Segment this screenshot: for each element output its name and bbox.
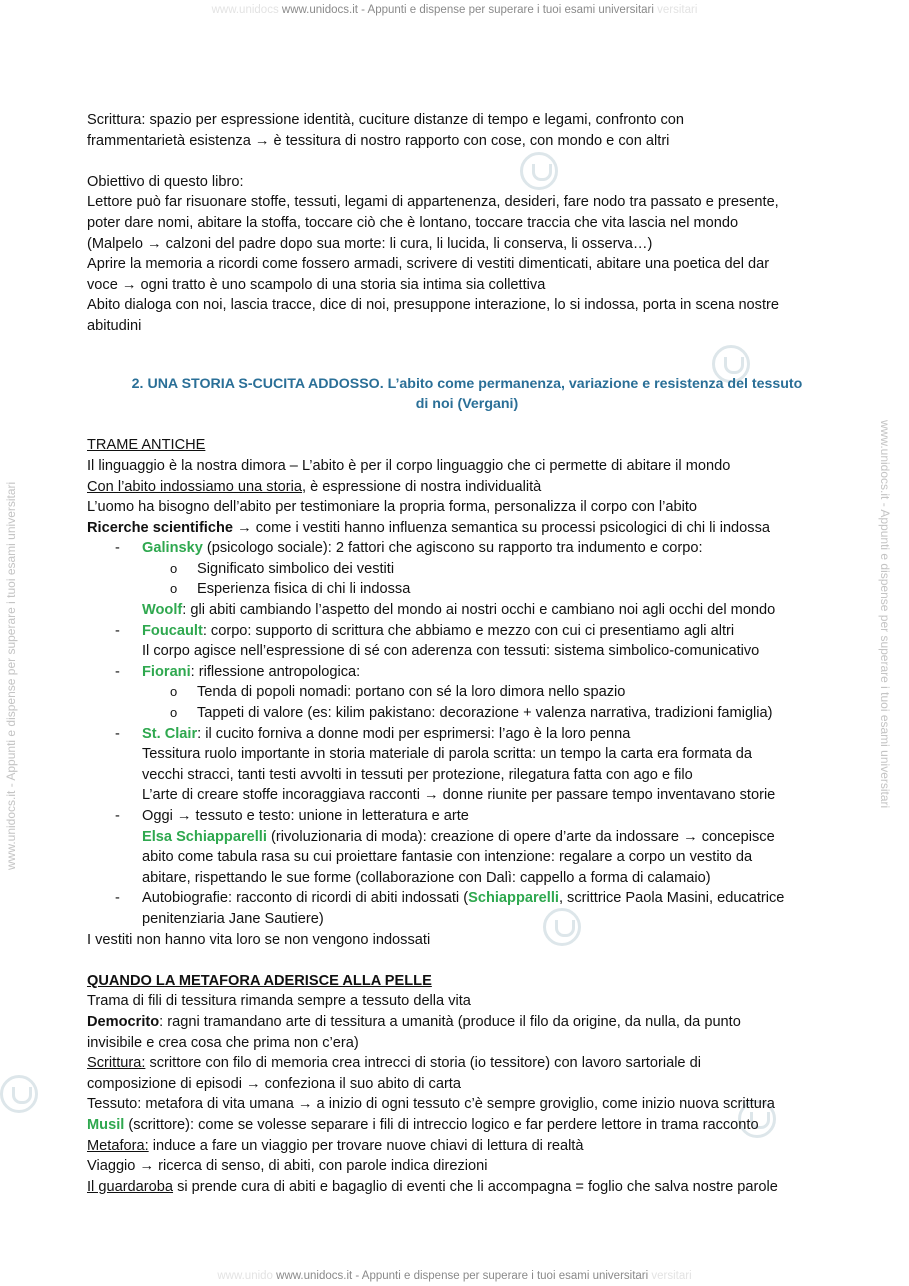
intro-line: Aprire la memoria a ricordi come fossero armadi, scrivere di vestiti dimenticati, abitare una poetica del dar xyxy=(87,256,770,273)
text-line: I vestiti non hanno vita loro se non vengono indossati xyxy=(87,931,431,948)
footer-watermark-left: www.unido xyxy=(217,1270,273,1282)
text-fragment: Autobiografie: racconto di ricordi di abiti indossati ( xyxy=(142,890,469,907)
header-banner xyxy=(0,4,909,16)
underlined-text: Metafora: xyxy=(87,1137,149,1154)
author-name: Galinsky xyxy=(142,540,203,557)
list-item xyxy=(87,724,827,745)
list-continuation xyxy=(87,827,827,848)
text-fragment: → come i vestiti hanno influenza semantica su processi psicologici di chi li indossa xyxy=(233,519,770,536)
text-line xyxy=(87,1177,827,1198)
intro-line: frammentarietà esistenza → è tessitura di nostro rapporto con cose, con mondo e con altri xyxy=(87,132,670,149)
underlined-text: Il guardaroba xyxy=(87,1178,174,1195)
dash-marker: - xyxy=(115,808,120,824)
author-name: Elsa Schiapparelli xyxy=(142,828,267,845)
text-line: Tessuto: metafora di vita umana → a inizio di ogni tessuto c’è sempre groviglio, come inizio nuova scrittura xyxy=(87,1096,775,1113)
list-continuation: L’arte di creare stoffe incoraggiava racconti → donne riunite per passare tempo inventavano storie xyxy=(142,787,776,804)
text-line xyxy=(87,1115,827,1136)
author-name: Musil xyxy=(87,1116,125,1133)
bold-text: Democrito xyxy=(87,1013,160,1030)
list-item xyxy=(87,621,827,642)
text-fragment: induce a fare un viaggio per trovare nuove chiavi di lettura di realtà xyxy=(148,1137,584,1154)
text-fragment: (scrittore): come se volesse separare i fili di intreccio logico e far perdere lettore in trama racconto xyxy=(124,1116,759,1133)
intro-line: abitudini xyxy=(87,317,142,334)
underlined-text: Con l’abito indossiamo una storia xyxy=(87,478,302,495)
dash-marker: - xyxy=(115,663,120,680)
text-fragment: scrittore con filo di memoria crea intrecci di storia (io tessitore) con lavoro sartoriale di xyxy=(145,1055,701,1072)
list-continuation: abitare, rispettando le sue forme (collaborazione con Dalì: cappello a forma di calamaio) xyxy=(142,869,711,886)
list-item xyxy=(87,806,827,827)
author-name: Schiapparelli xyxy=(468,890,559,907)
text-line: Trama di fili di tessitura rimanda sempre a tessuto della vita xyxy=(87,993,471,1010)
text-line: Viaggio → ricerca di senso, di abiti, con parole indica direzioni xyxy=(87,1158,488,1175)
text-fragment: Tenda di popoli nomadi: portano con sé la loro dimora nello spazio xyxy=(197,684,626,701)
sub-list-item xyxy=(87,559,827,580)
text-fragment: : corpo: supporto di scrittura che abbiamo e mezzo con cui ci presentiamo agli altri xyxy=(202,622,735,639)
text-line xyxy=(87,1136,827,1157)
text-fragment: : il cucito forniva a donne modi per esprimersi: l’ago è la loro penna xyxy=(197,725,631,742)
side-watermark-left: www.unidocs.it - Appunti e dispense per superare i tuoi esami universitari xyxy=(4,481,18,870)
author-name: Foucault xyxy=(142,622,203,639)
intro-line: voce → ogni tratto è uno scampolo di una storia sia intima sia collettiva xyxy=(87,276,546,293)
footer-banner xyxy=(0,1270,909,1282)
author-name: St. Clair xyxy=(142,725,198,742)
text-fragment: si prende cura di abiti e bagaglio di eventi che li accompagna = foglio che salva nostre parole xyxy=(173,1178,778,1195)
author-name: Woolf xyxy=(142,602,183,619)
list-continuation: Il corpo agisce nell’espressione di sé con aderenza con tessuti: sistema simbolico-comunicativo xyxy=(142,643,760,660)
circle-marker: o xyxy=(170,684,178,700)
watermark-logo-icon xyxy=(0,1075,38,1113)
text-line xyxy=(87,477,827,498)
list-continuation: penitenziaria Jane Sautiere) xyxy=(142,910,324,927)
list-continuation: abito come tabula rasa su cui proiettare fantasie con intenzione: regalare a corpo un vestito da xyxy=(142,849,753,866)
circle-marker: o xyxy=(170,705,178,721)
subsection-heading: QUANDO LA METAFORA ADERISCE ALLA PELLE xyxy=(87,972,432,989)
text-fragment: : gli abiti cambiando l’aspetto del mondo ai nostri occhi e cambiano noi agli occhi del mondo xyxy=(182,602,776,619)
intro-line: (Malpelo → calzoni del padre dopo sua morte: li cura, li lucida, li conserva, li osserva…) xyxy=(87,235,653,252)
subsection-heading: TRAME ANTICHE xyxy=(87,437,206,454)
dash-marker: - xyxy=(115,622,120,639)
list-continuation: vecchi stracci, tanti testi avvolti in tessuti per protezione, rilegatura fatta con ago e filo xyxy=(142,766,693,783)
intro-line: Scrittura: spazio per espressione identità, cuciture distanze di tempo e legami, confronto con xyxy=(87,112,685,128)
section-heading: 2. UNA STORIA S-CUCITA ADDOSSO. L’abito come permanenza, variazione e resistenza del tessuto xyxy=(131,375,803,392)
dash-marker: - xyxy=(115,890,120,907)
dash-marker: - xyxy=(115,540,120,557)
text-line xyxy=(87,1012,827,1033)
sub-list-item xyxy=(87,579,827,600)
text-fragment: , è espressione di nostra individualità xyxy=(301,478,542,495)
text-fragment: : ragni tramandano arte di tessitura a umanità (produce il filo da origine, da nulla, da punto xyxy=(159,1013,741,1030)
list-continuation: Tessitura ruolo importante in storia materiale di parola scritta: un tempo la carta era formata da xyxy=(142,746,752,763)
intro-line: Lettore può far risuonare stoffe, tessuti, legami di appartenenza, desideri, fare nodo tra passato e presente, xyxy=(87,194,779,211)
text-line xyxy=(87,1053,827,1074)
document-page xyxy=(87,110,827,1197)
text-fragment: Tappeti di valore (es: kilim pakistano: decorazione + valenza narrativa, tradizioni famiglia) xyxy=(197,705,773,722)
sub-list-item xyxy=(87,703,827,724)
text-line: invisibile e crea cosa che prima non c’era) xyxy=(87,1034,359,1051)
text-fragment: (psicologo sociale): 2 fattori che agiscono su rapporto tra indumento e corpo: xyxy=(202,540,703,557)
author-name: Fiorani xyxy=(142,663,191,680)
intro-line: poter dare nomi, abitare la stoffa, toccare ciò che è lontano, toccare traccia che vita lascia nel mondo xyxy=(87,214,739,231)
text-fragment: (rivoluzionaria di moda): creazione di opere d’arte da indossare → concepisce xyxy=(266,828,775,845)
intro-line: Abito dialoga con noi, lascia tracce, dice di noi, presuppone interazione, lo si indossa, porta in scena nostre xyxy=(87,297,779,314)
list-item xyxy=(87,888,827,909)
list-item xyxy=(87,538,827,559)
text-fragment: Oggi → tessuto e testo: unione in letteratura e arte xyxy=(142,808,469,824)
text-line: composizione di episodi → confeziona il suo abito di carta xyxy=(87,1075,461,1092)
text-line: Il linguaggio è la nostra dimora – L’abito è per il corpo linguaggio che ci permette di abitare il mondo xyxy=(87,457,731,474)
footer-watermark-right: versitari xyxy=(651,1270,692,1282)
section-heading: di noi (Vergani) xyxy=(415,396,519,413)
header-banner-text[interactable]: www.unidocs.it - Appunti e dispense per superare i tuoi esami universitari xyxy=(281,4,654,16)
text-fragment: : riflessione antropologica: xyxy=(190,663,361,680)
list-item xyxy=(87,662,827,683)
underlined-text: Scrittura: xyxy=(87,1055,146,1072)
circle-marker: o xyxy=(170,581,178,597)
sub-list-item xyxy=(87,682,827,703)
text-fragment: , scrittrice Paola Masini, educatrice xyxy=(558,890,785,907)
header-watermark-left: www.unidocs xyxy=(211,4,279,16)
intro-line: Obiettivo di questo libro: xyxy=(87,173,244,190)
header-watermark-right: versitari xyxy=(657,4,698,16)
circle-marker: o xyxy=(170,560,178,576)
list-continuation xyxy=(87,600,827,621)
footer-banner-text[interactable]: www.unidocs.it - Appunti e dispense per superare i tuoi esami universitari xyxy=(276,1270,649,1282)
text-line: L’uomo ha bisogno dell’abito per testimoniare la propria forma, personalizza il corpo con l’abito xyxy=(87,499,698,516)
text-fragment: Esperienza fisica di chi li indossa xyxy=(197,581,411,598)
bold-text: Ricerche scientifiche xyxy=(87,519,234,536)
side-watermark-right: www.unidocs.it - Appunti e dispense per superare i tuoi esami universitari xyxy=(878,420,892,809)
text-line xyxy=(87,518,827,539)
text-fragment: Significato simbolico dei vestiti xyxy=(197,560,395,577)
dash-marker: - xyxy=(115,725,120,742)
